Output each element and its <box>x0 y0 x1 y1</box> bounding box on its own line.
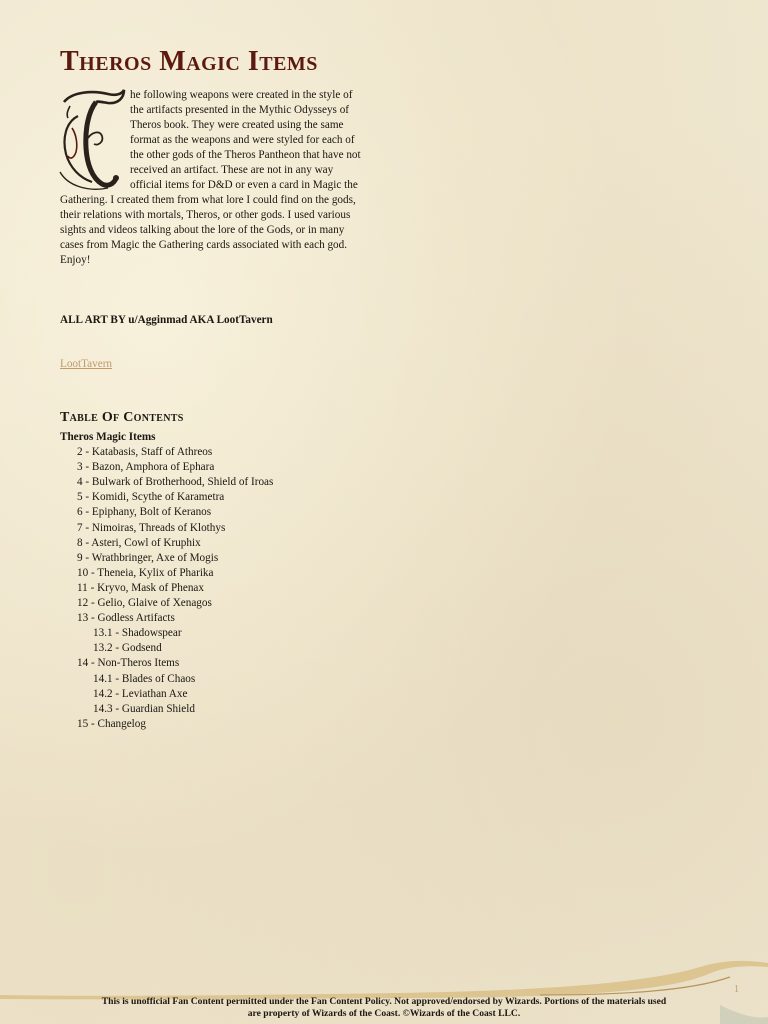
intro-text: he following weapons were created in the style of the artifacts presented in the Mythic Odysseys of Theros book. They were created using the same format as the weapons and were styled for each of the other gods of the Theros Pantheon that have not received an artifact. These are not in any way official items for D&D or even a card in Magic the Gathering. I created them from what lore I could find on the gods, their relations with mortals, Theros, or other gods. I used various sights and videos talking about the lore of the Gods, or in many cases from Magic the Gathering cards associated with each god. Enjoy! <box>60 89 361 266</box>
table-of-contents <box>60 430 380 732</box>
toc-item[interactable]: 6 - Epiphany, Bolt of Keranos <box>77 506 212 519</box>
art-credit: ALL ART BY u/Agginmad AKA LootTavern <box>60 314 273 326</box>
toc-item[interactable]: 9 - Wrathbringer, Axe of Mogis <box>77 551 219 564</box>
footer-disclaimer <box>40 996 728 1020</box>
toc-item[interactable]: 3 - Bazon, Amphora of Ephara <box>77 461 215 474</box>
loottavern-link[interactable]: LootTavern <box>60 358 113 370</box>
toc-item[interactable]: 4 - Bulwark of Brotherhood, Shield of Iroas <box>77 476 274 489</box>
toc-item[interactable]: 14.2 - Leviathan Axe <box>93 687 188 700</box>
toc-item[interactable]: 11 - Kryvo, Mask of Phenax <box>77 581 204 594</box>
toc-item[interactable]: 12 - Gelio, Glaive of Xenagos <box>77 597 212 610</box>
toc-item[interactable]: 10 - Theneia, Kylix of Pharika <box>77 566 214 579</box>
ornate-dropcap-icon <box>58 88 126 192</box>
intro-paragraph <box>60 88 366 268</box>
page-number: 1 <box>734 984 739 995</box>
footer-line-2: are property of Wizards of the Coast. ©Wizards of the Coast LLC. <box>247 1008 521 1019</box>
toc-item[interactable]: 14.3 - Guardian Shield <box>93 702 195 715</box>
toc-item[interactable]: 7 - Nimoiras, Threads of Klothys <box>77 521 226 534</box>
footer-line-1: This is unofficial Fan Content permitted under the Fan Content Policy. Not approved/endorsed by Wizards. Portions of the materials used <box>101 996 667 1007</box>
toc-item[interactable]: 2 - Katabasis, Staff of Athreos <box>77 446 213 459</box>
toc-item[interactable]: 14 - Non-Theros Items <box>77 657 180 670</box>
toc-item[interactable]: 15 - Changelog <box>77 717 146 730</box>
toc-item[interactable]: 14.1 - Blades of Chaos <box>93 672 196 685</box>
toc-item[interactable]: 13 - Godless Artifacts <box>77 612 175 625</box>
toc-item[interactable]: 5 - Komidi, Scythe of Karametra <box>77 491 225 504</box>
page-title: Theros Magic Items <box>60 46 318 77</box>
toc-item[interactable]: 13.2 - Godsend <box>93 642 162 655</box>
toc-item[interactable]: Theros Magic Items <box>60 431 156 443</box>
toc-item[interactable]: 13.1 - Shadowspear <box>93 627 182 640</box>
toc-heading: Table Of Contents <box>60 410 184 425</box>
toc-item[interactable]: 8 - Asteri, Cowl of Kruphix <box>77 536 201 549</box>
